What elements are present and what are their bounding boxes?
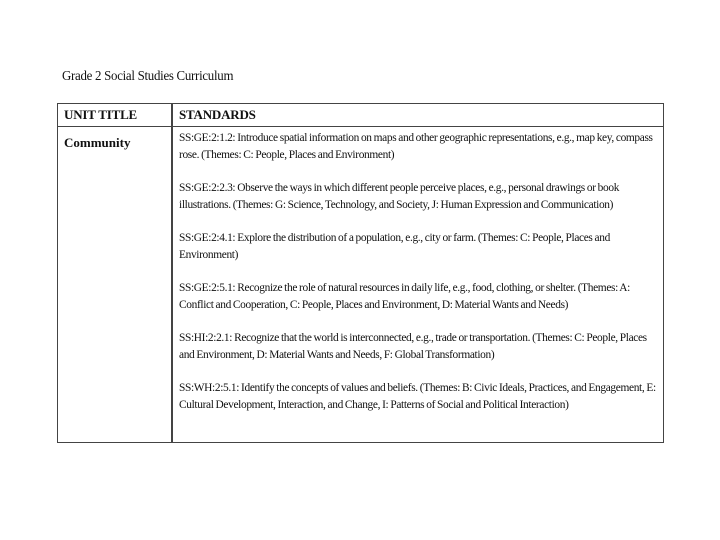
table-header-row	[58, 104, 663, 127]
header-unit-title: UNIT TITLE	[64, 107, 138, 122]
standards-cell	[179, 130, 657, 430]
document-title: Grade 2 Social Studies Curriculum	[62, 69, 234, 84]
standard-item: SS:GE:2:1.2: Introduce spatial information on maps and other geographic representations, e.g., map key, compass rose. (Themes: C: People, Places and Environment)	[179, 132, 653, 161]
standard-item: SS:GE:2:5.1: Recognize the role of natural resources in daily life, e.g., food, clothing, or shelter. (Themes: A: Conflict and Cooperation, C: People, Places and Environment, D: Material Wants and Needs)	[179, 282, 630, 311]
standard-item: SS:GE:2:4.1: Explore the distribution of a population, e.g., city or farm. (Themes: C: People, Places and Environment)	[179, 232, 610, 261]
header-standards: STANDARDS	[179, 107, 256, 122]
standard-item: SS:GE:2:2.3: Observe the ways in which different people perceive places, e.g., personal drawings or book illustrations. (Themes: G: Science, Technology, and Society, J: Human Expression and Communication)	[179, 182, 620, 211]
standard-item: SS:HI:2:2.1: Recognize that the world is interconnected, e.g., trade or transportation. (Themes: C: People, Places and Environment, D: Material Wants and Needs, F: Global Transformation)	[179, 332, 647, 361]
standard-item: SS:WH:2:5.1: Identify the concepts of values and beliefs. (Themes: B: Civic Ideals, Practices, and Engagement, E: Cultural Development, Interaction, and Change, I: Patterns of Social and Political Interaction)	[179, 382, 656, 411]
column-divider	[171, 104, 173, 442]
unit-title-cell: Community	[64, 135, 131, 150]
curriculum-table	[57, 103, 664, 443]
